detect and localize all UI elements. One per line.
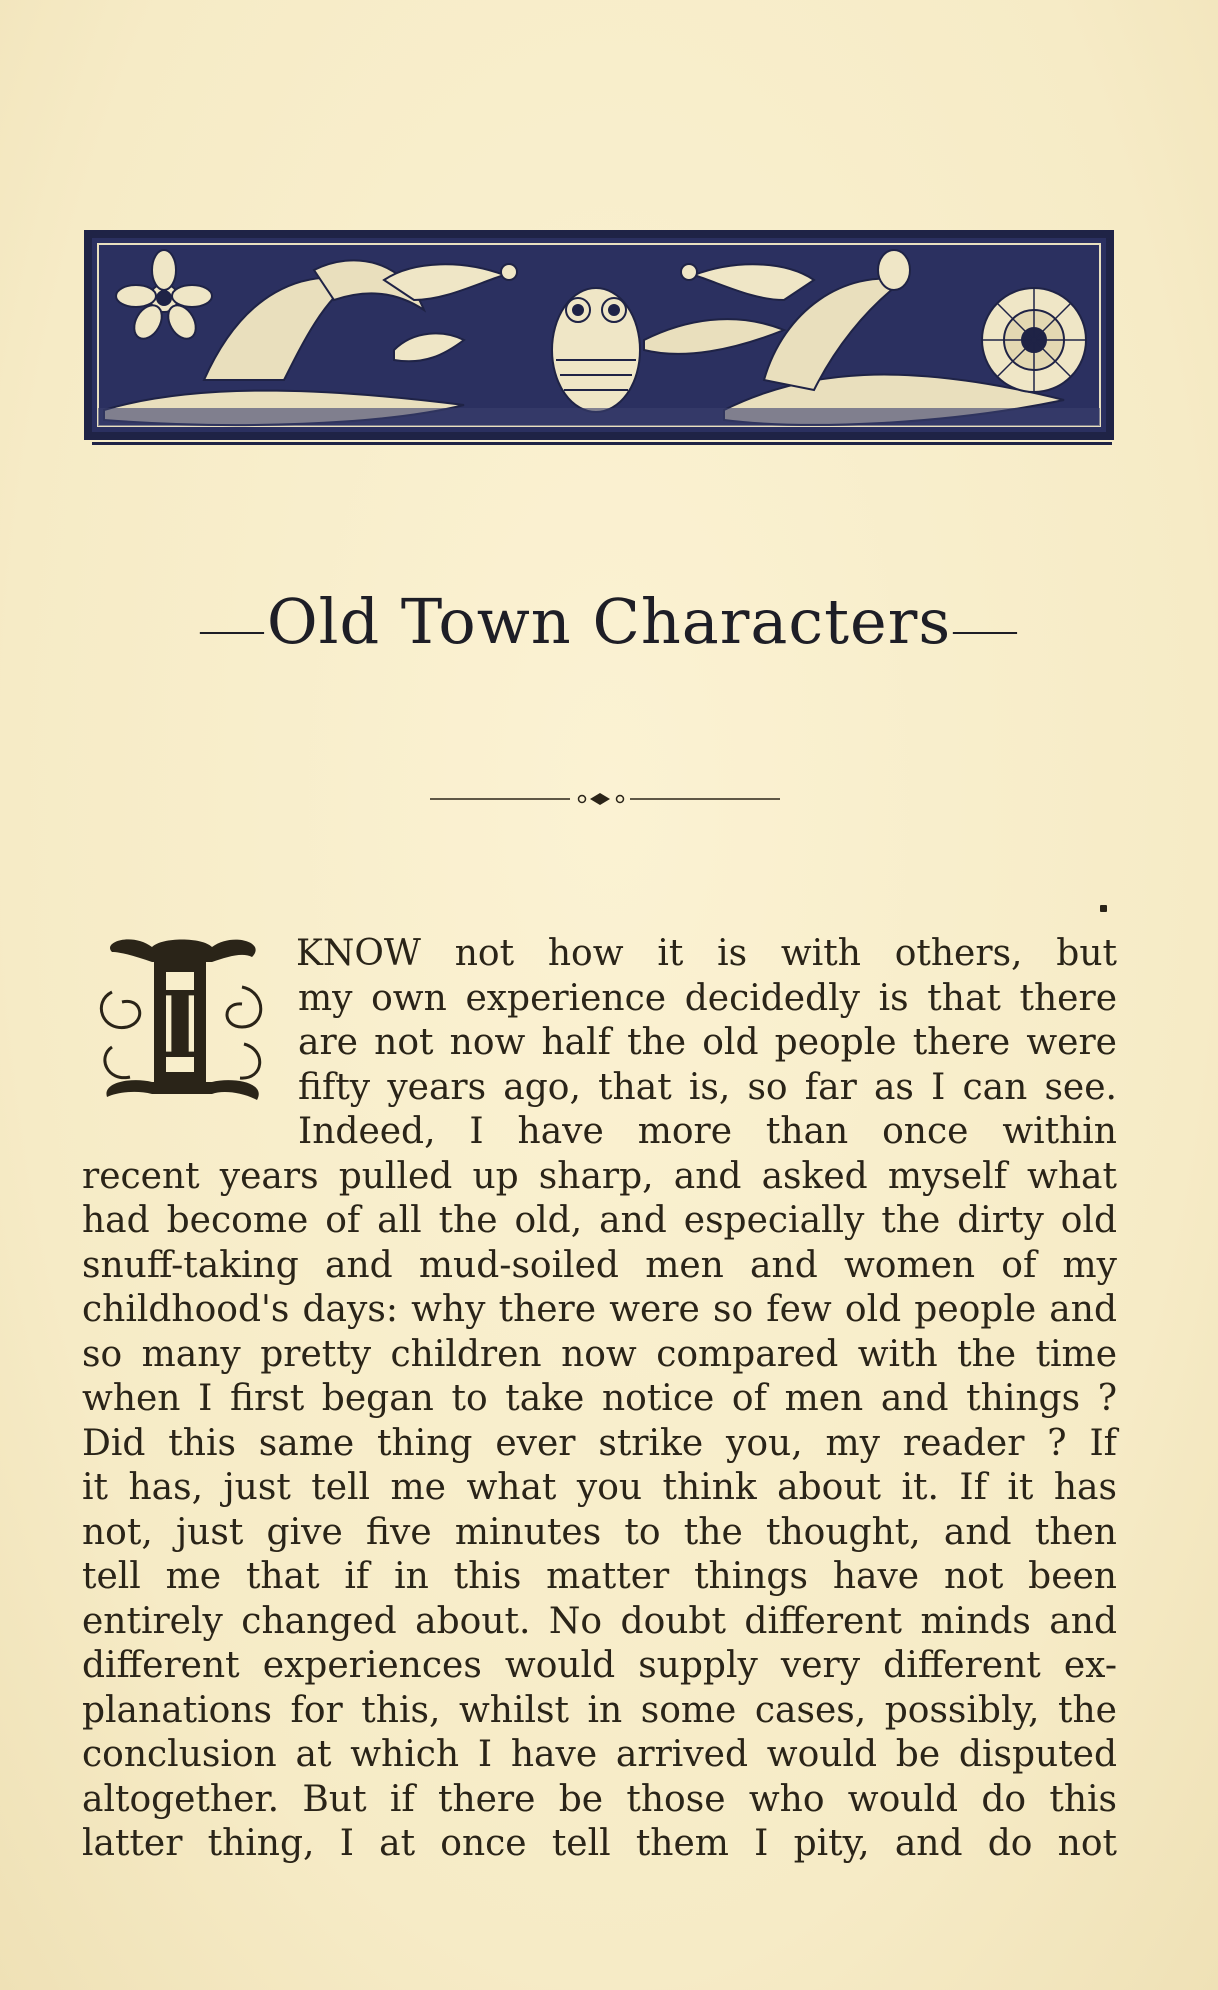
- text-line: KNOW not how it is with others, but: [296, 933, 1117, 974]
- text-line: fifty years ago, that is, so far as I can see.: [298, 1066, 1117, 1108]
- flower-right-icon: [982, 288, 1086, 392]
- text-line: so many pretty children now compared with the time: [82, 1333, 1117, 1375]
- stray-mark: [1100, 905, 1107, 912]
- dropcap-glyph: I: [158, 971, 202, 1079]
- text-line: childhood's days: why there were so few old people and: [82, 1289, 1117, 1330]
- text-line: not, just give five minutes to the thought, and then: [82, 1511, 1117, 1553]
- title-ornament-right: ⸺: [951, 607, 1020, 654]
- text-line: snuff-taking and mud-soiled men and women of my: [82, 1244, 1117, 1286]
- text-line: planations for this, whilst in some cases, possibly, the: [82, 1689, 1117, 1731]
- text-line: Indeed, I have more than once within: [298, 1111, 1117, 1152]
- text-line: altogether. But if there be those who would do this: [82, 1778, 1117, 1820]
- text-line: are not now half the old people there were: [298, 1022, 1117, 1063]
- text-line: latter thing, I at once tell them I pity, and do not: [82, 1823, 1117, 1864]
- text-line: had become of all the old, and especially the dirty old: [82, 1200, 1117, 1241]
- text-line: it has, just tell me what you think about it. If it has: [82, 1467, 1117, 1508]
- banner-underline: [92, 442, 1112, 445]
- page-title-text: Old Town Characters: [266, 585, 952, 658]
- ornamental-header-banner: [84, 230, 1114, 440]
- text-line: conclusion at which I have arrived would be disputed: [82, 1734, 1117, 1775]
- flower-bud-icon: [878, 250, 910, 290]
- title-ornament-left: ⸺: [198, 607, 267, 654]
- text-line: recent years pulled up sharp, and asked myself what: [82, 1155, 1117, 1197]
- text-line: different experiences would supply very different ex-: [82, 1645, 1117, 1686]
- section-divider: [430, 792, 780, 806]
- owl-icon: [552, 288, 640, 412]
- text-line: Did this same thing ever strike you, my reader ? If: [82, 1422, 1117, 1464]
- body-paragraph: [82, 932, 1117, 1867]
- text-line: my own experience decidedly is that there: [298, 977, 1117, 1019]
- text-line: when I first began to take notice of men and things ?: [82, 1378, 1117, 1419]
- text-line: entirely changed about. No doubt different minds and: [82, 1600, 1117, 1642]
- page-title: [0, 585, 1218, 658]
- text-line: tell me that if in this matter things have not been: [82, 1556, 1117, 1597]
